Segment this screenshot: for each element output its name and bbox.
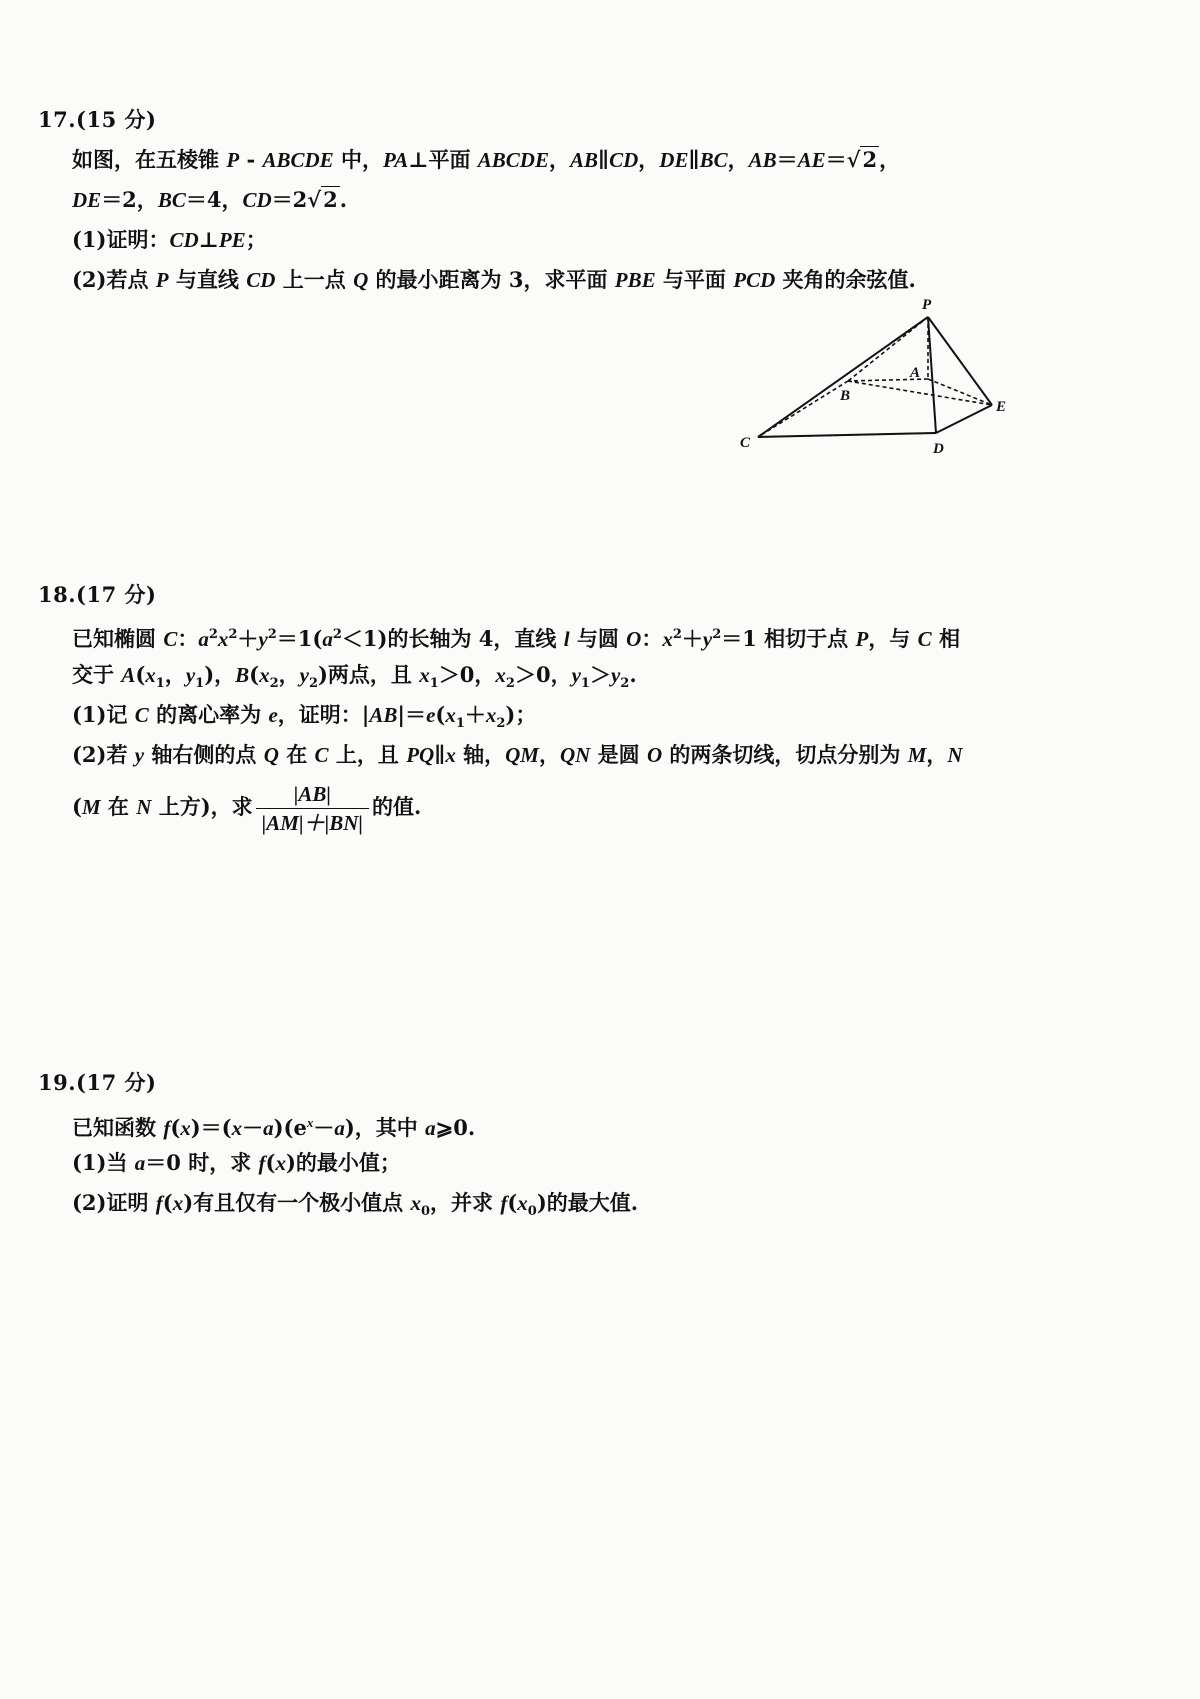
ratio-fraction [256, 782, 369, 835]
edge-PE [928, 317, 992, 405]
label-D: D [933, 441, 944, 457]
edge-BE [848, 381, 992, 405]
pyramid-diagram [740, 297, 1110, 475]
problem-18-part-1: (1)记 C 的离心率为 e，证明：$|AB|=e(x_1+x_2)$； [72, 702, 537, 732]
label-C: C [740, 435, 751, 451]
problem-18-statement-line-2: 交于 $A(x_1$，$y_1$)，$B(x_2$，$y_2$)两点，且 $x_1>0$，$x_2>0$，$y_1>y_2$. [72, 662, 637, 692]
problem-17-number: 17.(15 分) [38, 107, 157, 132]
edge-PC [758, 317, 928, 437]
problem-19-part-2: (2)证明 f(x)有且仅有一个极小值点 $x_0$，并求 $f(x_0)$的最大值. [72, 1190, 639, 1220]
problem-17-statement-line-2: DE＝2，BC＝4，CD＝2√2. [72, 187, 347, 212]
problem-18-part-2: (2)若 y 轴右侧的点 Q 在 C 上，且 PQ∥x 轴，QM，QN 是圆 O 的两条切线，切点分别为 M，N [72, 742, 963, 767]
problem-18-statement-line-1: 已知椭圆 C：$a^2x^2+y^2=1(a^2<1)$的长轴为 4，直线 l 与圆 O：$x^2+y^2=1$ 相切于点 P，与 C 相 [72, 626, 960, 651]
label-A: A [910, 365, 921, 381]
label-B: B [840, 388, 851, 404]
label-E: E [996, 399, 1007, 415]
problem-17 [38, 105, 1118, 295]
edge-CD [758, 433, 936, 437]
fraction-numerator: |AB| [256, 782, 369, 809]
problem-19-number: 19.(17 分) [38, 1070, 157, 1095]
edge-DE [936, 405, 992, 433]
problem-17-part-2: (2)若点 P 与直线 CD 上一点 Q 的最小距离为 3，求平面 PBE 与平面 PCD 夹角的余弦值. [72, 267, 916, 292]
problem-18-number: 18.(17 分) [38, 582, 157, 607]
problem-18 [38, 580, 1118, 838]
problem-19-part-1: (1)当 a＝0 时，求 f(x)的最小值； [72, 1150, 401, 1175]
label-P: P [922, 297, 932, 313]
problem-19 [38, 1068, 1118, 1218]
problem-17-statement-line-1: 如图，在五棱锥 P - ABCDE 中，PA⊥平面 ABCDE，AB∥CD，DE∥BC，AB＝AE＝√2， [72, 147, 901, 172]
problem-18-part-2-continued: (M 在 N 上方)，求 $\frac{|AB|}{|AM|+|BN|}$ 的值. [72, 782, 422, 835]
problem-17-part-1: (1)证明：CD⊥PE； [72, 227, 267, 252]
edge-PD [928, 317, 936, 433]
pyramid-figure [740, 297, 1110, 475]
fraction-denominator: |AM|＋|BN| [261, 811, 364, 835]
problem-19-statement: 已知函数 $f(x)=(x-a)(e^x-a)$，其中 a⩾0. [72, 1115, 476, 1140]
